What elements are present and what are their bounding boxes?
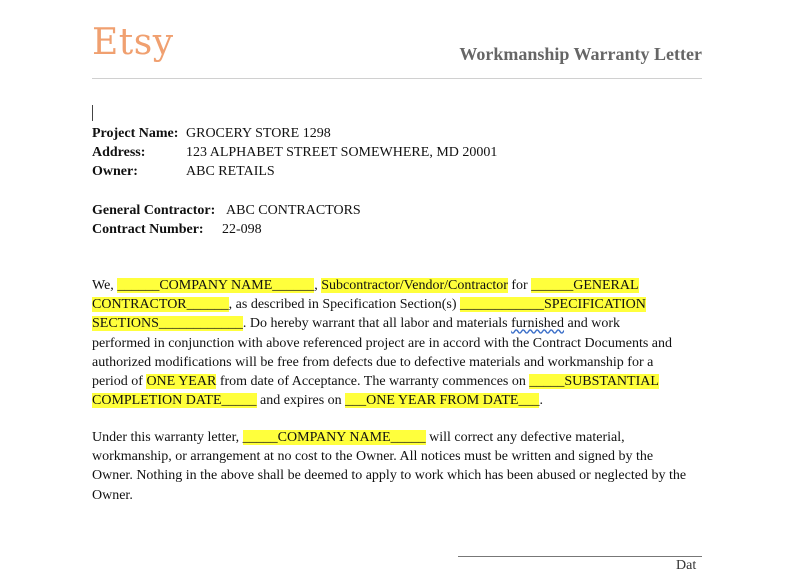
text-run: will correct any defective material, bbox=[425, 430, 625, 445]
warranty-paragraph bbox=[92, 276, 702, 410]
paragraph-line bbox=[92, 372, 702, 391]
paragraph-line: Owner. Nothing in the above shall be deemed to apply to work which has been abused or neglected by the bbox=[92, 468, 687, 484]
address-row bbox=[92, 143, 497, 162]
text-run: and work bbox=[564, 316, 621, 332]
specification-field[interactable]: SECTIONS____________ bbox=[92, 316, 243, 332]
company-name-field[interactable]: ______COMPANY NAME______ bbox=[117, 278, 315, 293]
owner-label: Owner: bbox=[92, 164, 138, 179]
text-run: . bbox=[539, 393, 543, 409]
project-name-label: Project Name: bbox=[92, 126, 179, 141]
paragraph-line bbox=[92, 314, 702, 333]
start-date-field[interactable]: COMPLETION DATE_____ bbox=[92, 393, 257, 409]
paragraph-line bbox=[92, 391, 702, 410]
project-name-row bbox=[92, 124, 497, 143]
paragraph-line bbox=[92, 276, 702, 295]
signature-line[interactable] bbox=[458, 556, 702, 557]
general-contractor-row bbox=[92, 201, 361, 220]
contract-info bbox=[92, 201, 361, 239]
paragraph-line: authorized modifications will be free from defects due to defective materials and workmanship for a bbox=[92, 354, 654, 370]
etsy-logo: Etsy bbox=[92, 22, 174, 63]
general-contractor-field[interactable]: ______GENERAL bbox=[531, 278, 639, 293]
signature-date-label: Dat bbox=[676, 558, 697, 573]
owner-row bbox=[92, 162, 497, 181]
specification-field[interactable]: ____________SPECIFICATION bbox=[459, 297, 646, 313]
text-run: , bbox=[314, 278, 322, 293]
warranty-period-field[interactable]: ONE YEAR bbox=[146, 374, 217, 390]
contract-number-row bbox=[92, 220, 361, 239]
text-run: from date of Acceptance. The warranty commences on bbox=[216, 374, 530, 390]
start-date-field[interactable]: _____SUBSTANTIAL bbox=[529, 374, 659, 390]
text-run: for bbox=[507, 278, 532, 293]
paragraph-line: performed in conjunction with above referenced project are in accord with the Contract Documents and bbox=[92, 335, 672, 351]
header-divider bbox=[92, 78, 702, 79]
paragraph-line: workmanship, or arrangement at no cost to the Owner. All notices must be written and signed by the bbox=[92, 449, 654, 465]
contract-number-value[interactable]: 22-098 bbox=[222, 222, 262, 237]
spellcheck-word: furnished bbox=[511, 316, 565, 332]
text-run: period of bbox=[92, 374, 147, 390]
notice-paragraph bbox=[92, 428, 702, 505]
address-label: Address: bbox=[92, 145, 146, 160]
text-run: , as described in Specification Section(s) bbox=[228, 297, 460, 313]
general-contractor-field[interactable]: CONTRACTOR______ bbox=[92, 297, 229, 313]
text-run: Under this warranty letter, bbox=[92, 430, 243, 445]
text-run: We, bbox=[92, 278, 118, 293]
text-run: and expires on bbox=[256, 393, 346, 409]
company-name-field[interactable]: _____COMPANY NAME_____ bbox=[242, 430, 426, 445]
address-value[interactable]: 123 ALPHABET STREET SOMEWHERE, MD 20001 bbox=[186, 145, 498, 160]
role-field[interactable]: Subcontractor/Vendor/Contractor bbox=[321, 278, 508, 293]
paragraph-line: Owner. bbox=[92, 487, 133, 503]
end-date-field[interactable]: ___ONE YEAR FROM DATE___ bbox=[345, 393, 540, 409]
text-cursor bbox=[92, 105, 93, 121]
project-info bbox=[92, 124, 497, 181]
general-contractor-value[interactable]: ABC CONTRACTORS bbox=[226, 203, 361, 218]
contract-number-label: Contract Number: bbox=[92, 222, 204, 237]
document-title: Workmanship Warranty Letter bbox=[459, 44, 702, 64]
text-run: . Do hereby warrant that all labor and materials bbox=[242, 316, 512, 332]
owner-value[interactable]: ABC RETAILS bbox=[186, 164, 275, 179]
project-name-value[interactable]: GROCERY STORE 1298 bbox=[186, 126, 331, 141]
paragraph-line bbox=[92, 295, 702, 314]
paragraph-line bbox=[92, 428, 702, 447]
general-contractor-label: General Contractor: bbox=[92, 203, 216, 218]
